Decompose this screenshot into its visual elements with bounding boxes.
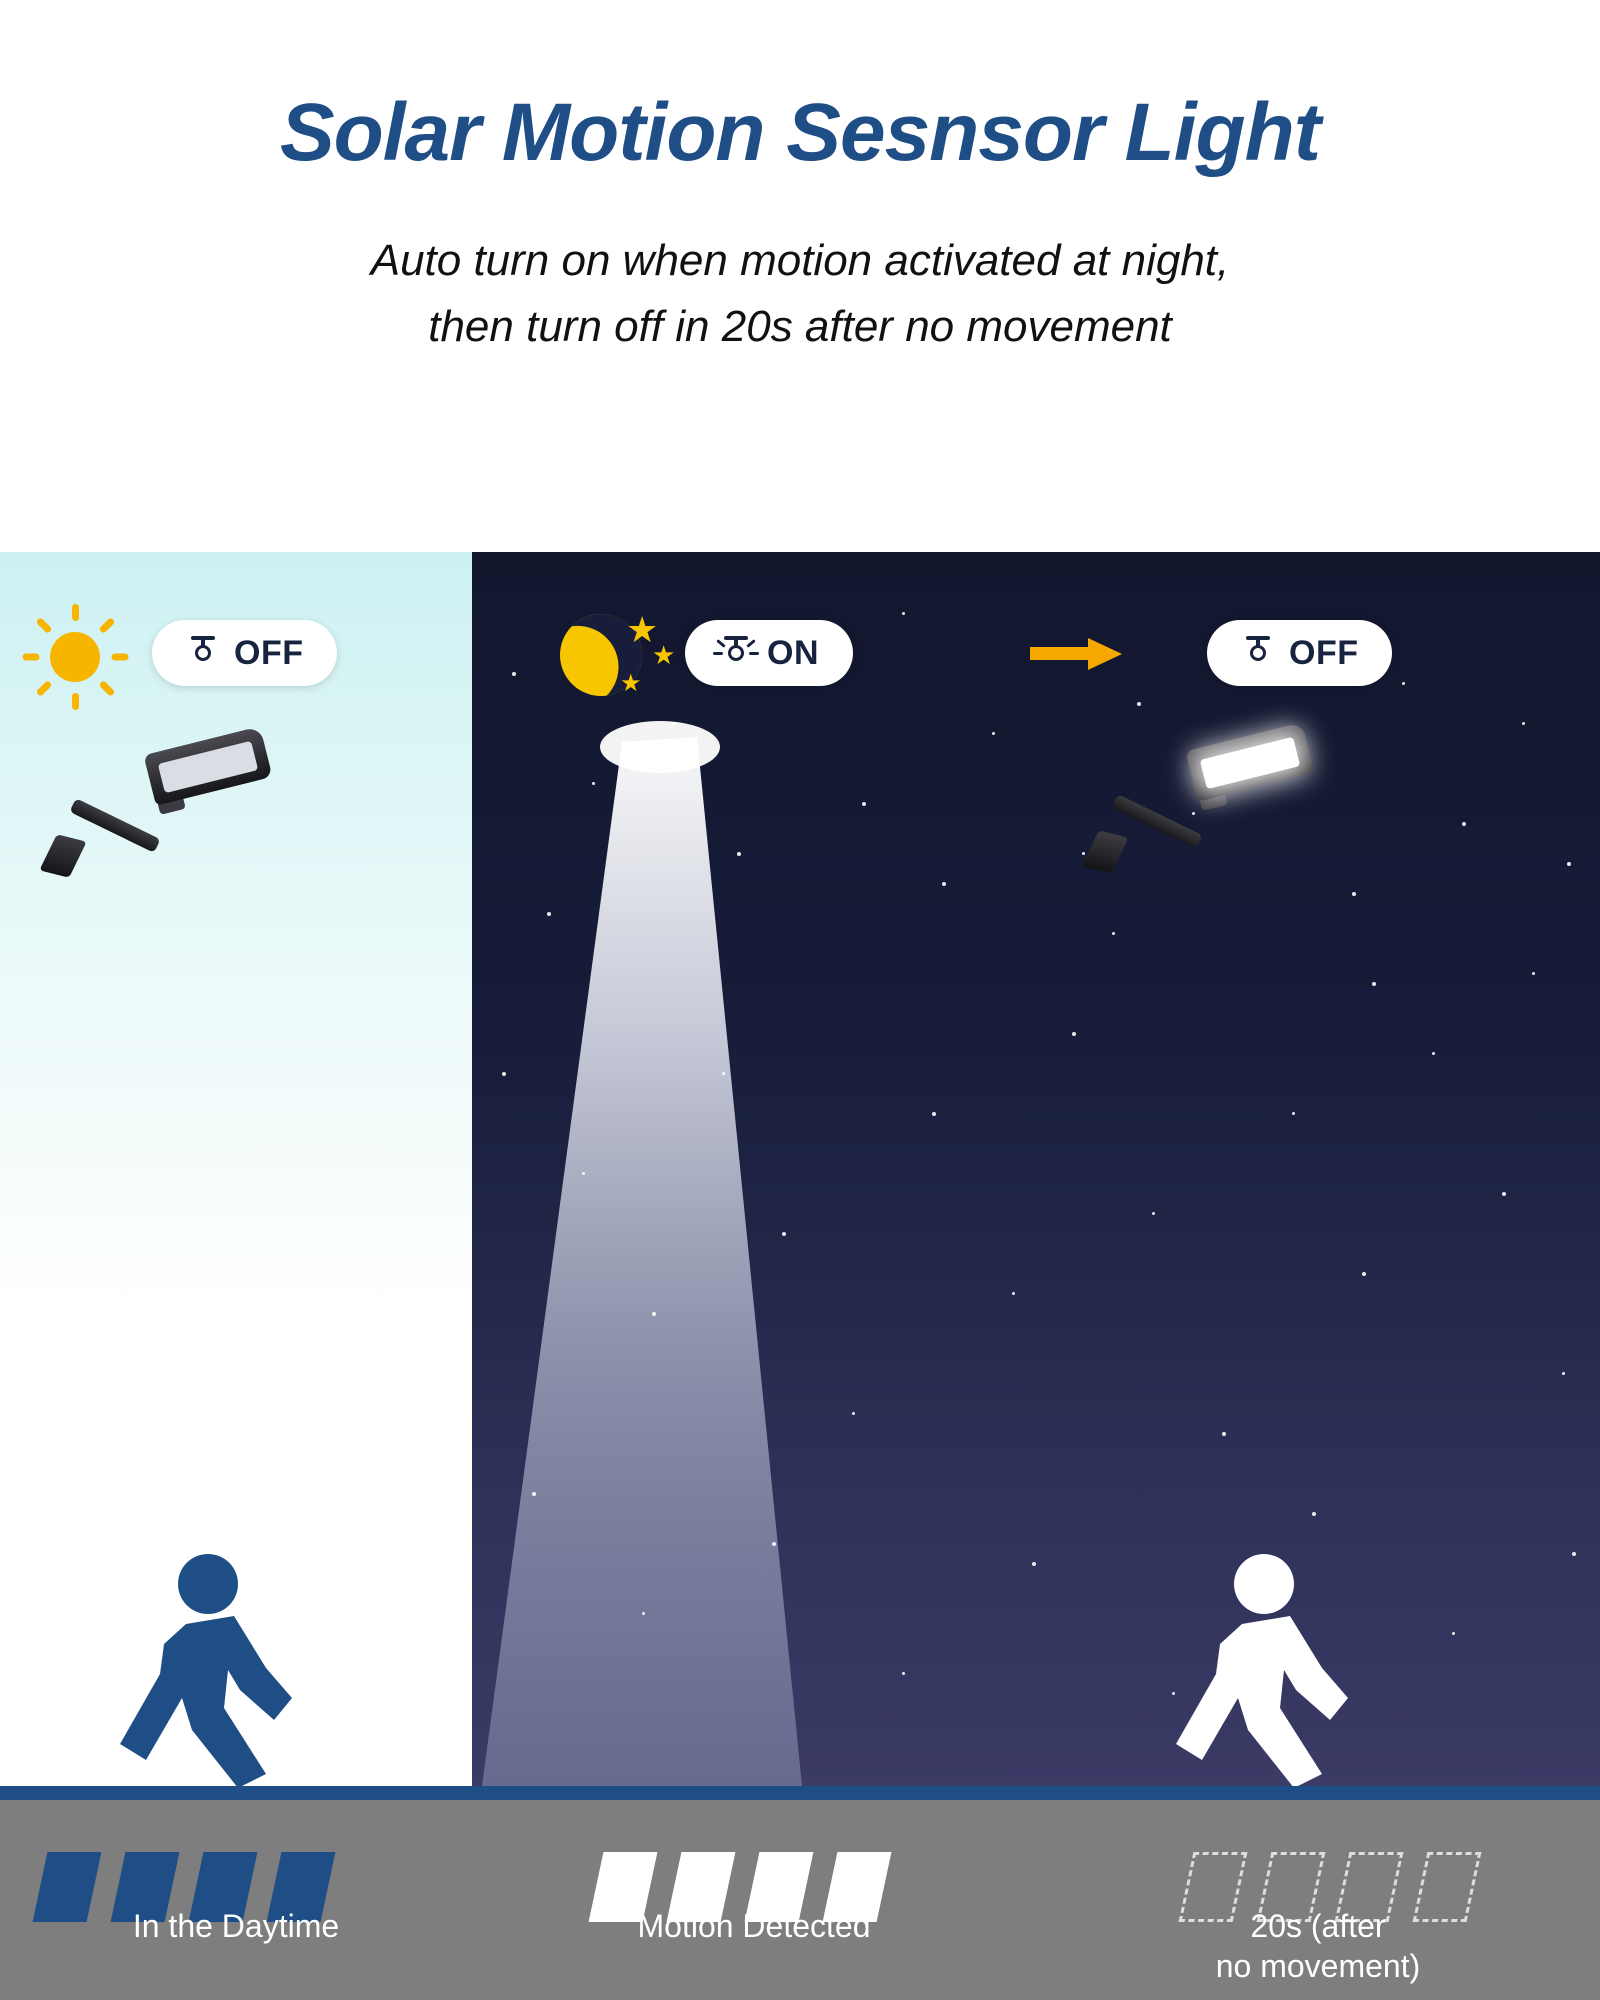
- star-icon: ★: [620, 670, 642, 697]
- sun-icon: [20, 602, 130, 712]
- status-badge-daytime: [152, 620, 337, 686]
- caption-timeout-line-1: 20s (after: [1250, 1908, 1386, 1944]
- daytime-panel: [0, 552, 472, 1786]
- moon-icon: [560, 600, 690, 710]
- caption-motion-detected: Motion Detected: [637, 1908, 871, 1944]
- scene: [0, 552, 1600, 2000]
- status-badge-label: ON: [767, 633, 819, 672]
- status-badge-on: [685, 620, 853, 686]
- street-lamp-lit: [1082, 728, 1362, 918]
- status-badge-label: OFF: [1289, 633, 1359, 672]
- star-icon: ★: [626, 609, 659, 650]
- page-title: Solar Motion Sesnsor Light: [279, 87, 1321, 178]
- street-lamp-day: [40, 732, 300, 912]
- status-badge-off: [1207, 620, 1392, 686]
- caption-timeout-line-2: no movement): [1215, 1948, 1421, 1984]
- lamp-icon: [186, 633, 220, 673]
- caption-timeout: [1036, 1906, 1600, 2000]
- pedestrian-icon-lit: [1172, 1552, 1392, 1786]
- lamp-icon: [1241, 633, 1275, 673]
- pedestrian-icon-day: [116, 1552, 336, 1792]
- subtitle-line-2: then turn off in 20s after no movement: [428, 302, 1172, 352]
- page-subtitle: [0, 228, 1600, 360]
- header: [0, 0, 1600, 552]
- lamp-icon: [719, 633, 753, 673]
- status-badge-label: OFF: [234, 633, 304, 672]
- caption-daytime: In the Daytime: [132, 1908, 340, 1944]
- star-icon: ★: [652, 640, 676, 670]
- arrow-right-icon: [1030, 638, 1126, 668]
- subtitle-line-1: Auto turn on when motion activated at night,: [370, 236, 1230, 286]
- night-panel: [472, 552, 1600, 1786]
- caption-row: [0, 1906, 1600, 2000]
- light-beam: [472, 552, 1600, 1786]
